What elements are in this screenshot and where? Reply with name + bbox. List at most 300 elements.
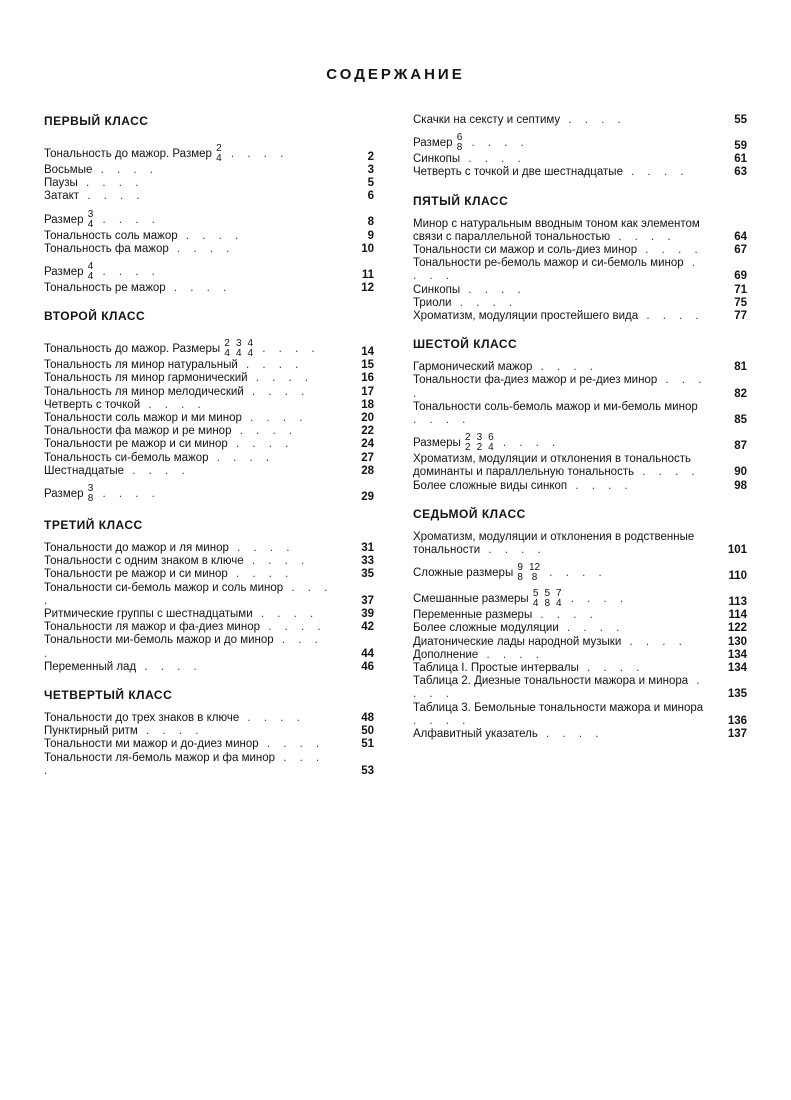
toc-entry-label: Тональности фа-диез мажор и ре-диез минор — [413, 374, 658, 387]
toc-entry-title — [413, 480, 633, 492]
toc-entry-page: 8 — [367, 216, 374, 229]
toc-entry-label: Минор с натуральным вводным тоном как элементом связи с параллельной тональностью — [413, 217, 700, 243]
time-signature — [517, 563, 523, 583]
leader-dots: . . . . — [137, 725, 204, 738]
toc-entry[interactable] — [44, 465, 374, 478]
toc-entry-title — [44, 465, 190, 477]
toc-entry-page: 44 — [361, 647, 374, 660]
toc-section — [413, 180, 747, 324]
toc-entry-page: 24 — [361, 438, 374, 451]
toc-entry[interactable] — [44, 582, 374, 608]
toc-entry-page: 110 — [728, 570, 747, 583]
toc-entry-page: 18 — [361, 398, 374, 411]
toc-entry-title — [413, 361, 598, 373]
toc-entry-page: 64 — [734, 230, 747, 243]
toc-entry-page: 42 — [361, 621, 374, 634]
toc-entry-title — [413, 401, 698, 426]
toc-entry[interactable] — [413, 622, 747, 635]
time-signature-denominator: 4 — [216, 153, 222, 164]
toc-entry[interactable] — [413, 218, 747, 244]
toc-entry[interactable] — [413, 480, 747, 493]
toc-entry[interactable] — [44, 386, 374, 399]
leader-dots: . . . . — [413, 714, 471, 727]
toc-entry[interactable] — [44, 190, 374, 203]
leader-dots: . . . . — [413, 414, 471, 427]
toc-section — [44, 295, 374, 504]
toc-entry[interactable] — [413, 297, 747, 310]
leader-dots: . . . . — [541, 567, 607, 580]
toc-entry-label: Гармонический мажор — [413, 361, 533, 374]
leader-dots: . . . . — [247, 372, 314, 385]
time-signature — [477, 433, 483, 453]
toc-entry-page: 82 — [734, 387, 747, 400]
toc-entry[interactable] — [44, 542, 374, 555]
time-signature — [248, 339, 254, 359]
time-signature-numerator: 12 — [528, 562, 541, 574]
toc-entry-page: 101 — [727, 544, 747, 557]
toc-entry-page: 16 — [361, 372, 374, 385]
toc-entry-page: 59 — [734, 140, 747, 152]
toc-entry-title — [44, 634, 323, 659]
toc-entry-label: Тональности ре-бемоль мажор и си-бемоль минор — [413, 257, 684, 270]
toc-entry-label: Диатонические лады народной музыки — [413, 635, 622, 648]
toc-entry[interactable] — [413, 427, 747, 453]
toc-entry-page: 61 — [734, 153, 747, 166]
leader-dots: . . . . — [227, 438, 294, 451]
toc-entry[interactable] — [44, 438, 374, 451]
leader-dots: . . . . — [228, 542, 295, 555]
toc-entry[interactable] — [44, 478, 374, 504]
toc-entry-title — [44, 399, 206, 411]
toc-entry[interactable] — [44, 752, 374, 778]
toc-entry-title — [44, 608, 318, 620]
toc-entry[interactable] — [413, 361, 747, 374]
toc-entry-title — [413, 609, 598, 621]
leader-dots: . . . . — [94, 213, 160, 226]
leader-dots: . . . . — [243, 555, 310, 568]
toc-entry[interactable] — [44, 204, 374, 230]
section-spacer — [44, 674, 374, 688]
leader-dots: . . . . — [94, 488, 160, 501]
time-signature-numerator: 9 — [517, 562, 523, 574]
toc-entry[interactable] — [413, 609, 747, 622]
toc-entry[interactable] — [44, 359, 374, 372]
toc-entry-label: Алфавитный указатель — [413, 728, 538, 741]
leader-dots: . . . . — [227, 568, 294, 581]
leader-dots: . . . . — [578, 662, 645, 675]
leader-dots: . . . . — [463, 137, 529, 150]
toc-entry-page: 81 — [734, 361, 747, 374]
toc-entry-page: 85 — [734, 414, 747, 427]
leader-dots: . . . . — [638, 310, 704, 323]
toc-entry[interactable] — [44, 333, 374, 359]
toc-entry-page: 63 — [734, 166, 747, 179]
toc-entry-title — [44, 712, 305, 724]
toc-entry[interactable] — [44, 712, 374, 725]
toc-entry-page: 28 — [361, 464, 374, 477]
toc-entry-title — [413, 114, 626, 126]
toc-entry-label: Тональности си-бемоль мажор и соль минор — [44, 581, 284, 594]
toc-entry-page: 130 — [727, 635, 747, 648]
time-signature-numerator: 2 — [224, 338, 230, 350]
toc-entry-label: Пунктирный ритм — [44, 725, 138, 738]
leader-dots: . . . . — [413, 257, 701, 283]
toc-entry[interactable] — [413, 702, 747, 728]
time-signature-numerator: 4 — [87, 261, 94, 273]
toc-entry-label: Размеры — [413, 437, 461, 450]
toc-entry-title — [413, 297, 517, 309]
toc-entry-page: 27 — [361, 451, 374, 464]
toc-entry[interactable] — [413, 557, 747, 583]
toc-entry-label: Хроматизм, модуляции и отклонения в родственные тональности — [413, 530, 695, 557]
leader-dots: . . . . — [494, 437, 561, 450]
toc-entry-label: Восьмые — [44, 164, 93, 176]
toc-section — [44, 504, 374, 674]
toc-entry-title — [44, 190, 145, 202]
toc-entry-title — [44, 484, 160, 504]
time-signature — [457, 133, 463, 153]
toc-entry-page: 55 — [734, 114, 747, 126]
toc-entry-label: Тональность ля минор гармонический — [44, 372, 248, 385]
time-signature-numerator: 3 — [87, 483, 94, 495]
toc-entry-label: Хроматизм, модуляции и отклонения в тональность доминанты и параллельную тональность — [413, 453, 692, 479]
toc-entry-title — [44, 582, 332, 607]
toc-entry-label: Тональность соль мажор — [44, 229, 178, 242]
toc-entry[interactable] — [44, 738, 374, 751]
toc-entry-label: Дополнение — [413, 648, 479, 661]
section-heading: ПЯТЫЙ КЛАСС — [413, 193, 509, 208]
leader-dots: . . . . — [532, 609, 598, 622]
toc-entry[interactable] — [44, 399, 374, 412]
time-signature-denominator: 8 — [87, 493, 94, 505]
time-signature-denominator: 2 — [465, 442, 471, 454]
toc-entry[interactable] — [44, 568, 374, 581]
section-spacer — [413, 180, 747, 194]
toc-entry-title — [413, 675, 705, 700]
toc-entry-page: 35 — [361, 568, 374, 581]
toc-entry-title — [44, 555, 309, 567]
time-signature-group — [223, 339, 254, 359]
toc-entry-title — [413, 453, 700, 478]
toc-entry-label: Тональность ля минор натуральный — [44, 359, 238, 372]
leader-dots: . . . . — [478, 648, 544, 661]
leader-dots: . . . . — [237, 359, 304, 372]
toc-entry-page: 10 — [361, 242, 374, 255]
leader-dots: . . . . — [241, 412, 308, 425]
section-spacer — [413, 323, 747, 337]
toc-entry-label: Тональности до трех знаков в ключе — [44, 712, 240, 725]
leader-dots: . . . . — [610, 230, 676, 243]
toc-entry[interactable] — [44, 177, 374, 190]
toc-entry[interactable] — [44, 452, 374, 465]
toc-entry-title — [44, 243, 234, 255]
toc-entry-label: Тональность до мажор. Размер — [44, 148, 212, 161]
toc-entry-label: Тональность ля минор мелодический — [44, 385, 244, 398]
time-signature — [544, 589, 550, 609]
toc-entry-page: 114 — [728, 609, 747, 622]
leader-dots: . . . . — [140, 398, 206, 411]
leader-dots: . . . . — [637, 244, 703, 257]
section-spacer — [44, 295, 374, 309]
toc-entry[interactable] — [44, 555, 374, 568]
toc-entry-label: Синкопы — [413, 153, 461, 166]
section-heading: ТРЕТИЙ КЛАСС — [44, 518, 143, 533]
time-signature-numerator: 6 — [488, 432, 494, 444]
leader-dots: . . . . — [92, 164, 158, 176]
toc-entry-label: Четверть с точкой и две шестнадцатые — [413, 166, 623, 179]
leader-dots: . . . . — [252, 608, 319, 621]
section-heading: ЧЕТВЕРТЫЙ КЛАСС — [44, 688, 173, 703]
toc-entry[interactable] — [413, 401, 747, 427]
toc-entry-label: Триоли — [413, 296, 452, 309]
toc-entry-page: 39 — [361, 608, 374, 621]
toc-entry[interactable] — [44, 412, 374, 425]
time-signature-denominator: 2 — [476, 442, 483, 454]
toc-entry-title — [44, 339, 320, 359]
toc-entry-label: Тональности ми мажор и до-диез минор — [44, 738, 259, 751]
toc-entry-title — [413, 563, 607, 583]
leader-dots: . . . . — [460, 283, 526, 296]
toc-entry-page: 37 — [361, 594, 374, 607]
toc-entry-page: 17 — [361, 385, 374, 398]
leader-dots: . . . . — [532, 361, 599, 374]
toc-entry[interactable] — [413, 649, 747, 662]
toc-entry[interactable] — [413, 153, 747, 166]
toc-entry-title — [413, 649, 544, 661]
toc-entry[interactable] — [44, 243, 374, 256]
toc-entry-page: 53 — [361, 764, 374, 777]
leader-dots: . . . . — [562, 593, 629, 606]
toc-entry[interactable] — [44, 608, 374, 621]
leader-dots: . . . . — [258, 738, 325, 751]
leader-dots: . . . . — [79, 190, 145, 203]
toc-entry-label: Тональности ре мажор и си минор — [44, 438, 228, 451]
leader-dots: . . . . — [168, 242, 235, 255]
toc-entry-title — [413, 702, 703, 727]
time-signature-group — [532, 589, 563, 609]
toc-entry-page: 98 — [734, 479, 747, 492]
toc-entry-title — [44, 621, 326, 633]
toc-entry-page: 71 — [734, 283, 747, 296]
toc-entry-title — [413, 166, 689, 178]
time-signature-denominator: 8 — [544, 598, 551, 610]
time-signature-numerator: 6 — [456, 132, 463, 144]
toc-entry[interactable] — [413, 453, 747, 479]
toc-entry[interactable] — [413, 675, 747, 701]
toc-entry-label: Переменные размеры — [413, 609, 533, 622]
toc-entry-label: Более сложные модуляции — [413, 622, 559, 635]
toc-entry-label: Хроматизм, модуляции простейшего вида — [413, 310, 639, 323]
toc-entry[interactable] — [413, 166, 747, 179]
toc-section — [413, 114, 747, 180]
toc-entry-label: Паузы — [44, 177, 78, 190]
toc-entry-page: 77 — [734, 310, 747, 323]
time-signature-numerator: 2 — [216, 143, 222, 154]
toc-entry-page: 29 — [361, 490, 374, 503]
leader-dots: . . . . — [621, 635, 687, 648]
toc-section — [44, 674, 374, 778]
toc-entry[interactable] — [413, 127, 747, 153]
toc-entry-page: 48 — [361, 712, 374, 725]
time-signature — [224, 339, 230, 359]
toc-entry-page: 136 — [727, 714, 747, 727]
toc-entry-title — [44, 738, 324, 750]
time-signature-numerator: 4 — [247, 338, 254, 350]
toc-entry[interactable] — [413, 244, 747, 257]
time-signature — [88, 484, 94, 504]
leader-dots: . . . . — [480, 544, 546, 557]
page-title: СОДЕРЖАНИЕ — [326, 66, 465, 83]
leader-dots: . . . . — [460, 153, 526, 166]
toc-entry-label: Тональности соль-бемоль мажор и ми-бемоль минор — [413, 400, 698, 413]
toc-entry-label: Тональность фа мажор — [44, 242, 169, 255]
toc-entry[interactable] — [413, 662, 747, 675]
toc-entry-label: Тональности ля мажор и фа-диез минор — [44, 621, 260, 634]
toc-entry-title — [413, 728, 603, 740]
toc-entry-title — [44, 542, 294, 554]
time-signature-numerator: 7 — [556, 588, 562, 600]
time-signature-numerator: 3 — [235, 338, 242, 350]
toc-entry-page: 122 — [727, 622, 747, 635]
toc-entry[interactable] — [44, 230, 374, 243]
time-signature-denominator: 4 — [488, 442, 494, 454]
toc-entry-title — [44, 386, 309, 398]
toc-entry[interactable] — [413, 636, 747, 649]
toc-entry-page: 22 — [361, 425, 374, 438]
toc-entry-title — [413, 589, 628, 609]
leader-dots: . . . . — [254, 343, 320, 356]
time-signature-denominator: 4 — [235, 348, 242, 360]
toc-entry-label: Таблица 3. Бемольные тональности мажора и минора — [413, 701, 704, 714]
toc-entry-page: 90 — [734, 466, 747, 479]
leader-dots: . . . . — [124, 464, 190, 477]
toc-entry-page: 51 — [361, 738, 374, 751]
leader-dots: . . . . — [413, 374, 707, 400]
toc-entry-page: 135 — [727, 688, 747, 701]
section-heading: СЕДЬМОЙ КЛАСС — [413, 506, 526, 521]
toc-entry-page: 6 — [367, 190, 374, 203]
toc-entry[interactable] — [44, 425, 374, 438]
leader-dots: . . . . — [44, 634, 323, 660]
toc-entry-title — [44, 452, 274, 464]
leader-dots: . . . . — [208, 451, 275, 464]
toc-entry-title — [44, 372, 313, 384]
toc-entry-label: Шестнадцатые — [44, 464, 125, 477]
time-signature — [88, 210, 94, 230]
toc-entry-title — [413, 374, 706, 399]
toc-entry[interactable] — [413, 531, 747, 557]
toc-entry[interactable] — [44, 138, 374, 164]
time-signature-denominator: 8 — [531, 572, 538, 584]
leader-dots: . . . . — [222, 148, 289, 161]
toc-entry-page: 2 — [367, 150, 374, 163]
time-signature-denominator: 4 — [532, 598, 539, 610]
toc-section — [413, 323, 747, 493]
toc-entry-label: Тональность до мажор. Размеры — [44, 343, 221, 356]
toc-entry-title — [413, 636, 687, 648]
toc-entry-label: Тональности си мажор и соль-диез минор — [413, 244, 638, 257]
toc-entry-label: Тональности ре мажор и си минор — [44, 568, 228, 581]
time-signature — [529, 563, 540, 583]
toc-entry-title — [413, 257, 700, 282]
toc-left-column — [44, 114, 374, 778]
toc-entry[interactable] — [44, 164, 374, 177]
toc-entry-label: Переменный лад — [44, 660, 137, 673]
toc-section — [44, 114, 374, 295]
toc-entry-page: 75 — [734, 296, 747, 309]
toc-entry-title — [44, 282, 231, 294]
toc-entry-page: 67 — [734, 244, 747, 257]
leader-dots: . . . . — [77, 177, 144, 190]
toc-entry[interactable] — [44, 621, 374, 634]
toc-entry[interactable] — [44, 282, 374, 295]
toc-entry[interactable] — [44, 256, 374, 282]
toc-entry-title — [44, 661, 202, 673]
toc-entry[interactable] — [413, 257, 747, 283]
toc-entry-page: 134 — [727, 648, 747, 661]
section-heading: ШЕСТОЙ КЛАСС — [413, 337, 518, 352]
time-signature — [556, 589, 562, 609]
leader-dots: . . . . — [44, 751, 325, 777]
toc-entry-title — [44, 262, 160, 282]
toc-entry-title — [44, 425, 297, 437]
toc-entry[interactable] — [413, 374, 747, 400]
toc-entry-label: Смешанные размеры — [413, 593, 529, 606]
toc-entry-label: Тональности с одним знаком в ключе — [44, 555, 244, 568]
toc-entry[interactable] — [413, 310, 747, 323]
toc-entry-label: Размер — [44, 266, 84, 279]
toc-entry-label: Тональности до мажор и ля минор — [44, 542, 229, 555]
toc-entry-label: Размер — [44, 488, 84, 501]
time-signature-denominator: 4 — [556, 598, 562, 610]
toc-entry[interactable] — [413, 583, 747, 609]
leader-dots: . . . . — [136, 660, 202, 673]
time-signature-denominator: 4 — [247, 348, 254, 360]
time-signature-denominator: 4 — [87, 218, 94, 230]
toc-entry-page: 50 — [361, 725, 374, 738]
time-signature-denominator: 4 — [224, 348, 230, 360]
time-signature-group — [516, 563, 541, 583]
toc-entry-label: Затакт — [44, 190, 80, 203]
toc-entry-page: 46 — [361, 660, 374, 673]
toc-entry-title — [413, 153, 526, 165]
toc-entry[interactable] — [413, 114, 747, 127]
toc-entry[interactable] — [413, 728, 747, 741]
leader-dots: . . . . — [94, 266, 160, 279]
toc-entry-page: 33 — [361, 555, 374, 568]
leader-dots: . . . . — [165, 282, 232, 295]
toc-entry[interactable] — [44, 634, 374, 660]
toc-entry-page: 11 — [361, 268, 374, 281]
time-signature-numerator: 5 — [532, 588, 539, 600]
toc-entry-title — [44, 210, 160, 230]
toc-entry[interactable] — [44, 372, 374, 385]
toc-entry-label: Более сложные виды синкоп — [413, 479, 568, 492]
toc-entry[interactable] — [44, 661, 374, 674]
toc-entry-title — [413, 244, 703, 256]
toc-entry[interactable] — [413, 284, 747, 297]
toc-entry[interactable] — [44, 725, 374, 738]
toc-entry-title — [44, 725, 203, 737]
toc-entry-title — [44, 230, 243, 242]
toc-entry-page: 87 — [734, 440, 747, 453]
toc-entry-page: 3 — [367, 164, 374, 176]
toc-entry-label: Тональность ре мажор — [44, 282, 166, 295]
leader-dots: . . . . — [413, 675, 705, 701]
leader-dots: . . . . — [177, 229, 244, 242]
toc-entry-title — [44, 412, 307, 424]
section-heading: ПЕРВЫЙ КЛАСС — [44, 114, 149, 128]
